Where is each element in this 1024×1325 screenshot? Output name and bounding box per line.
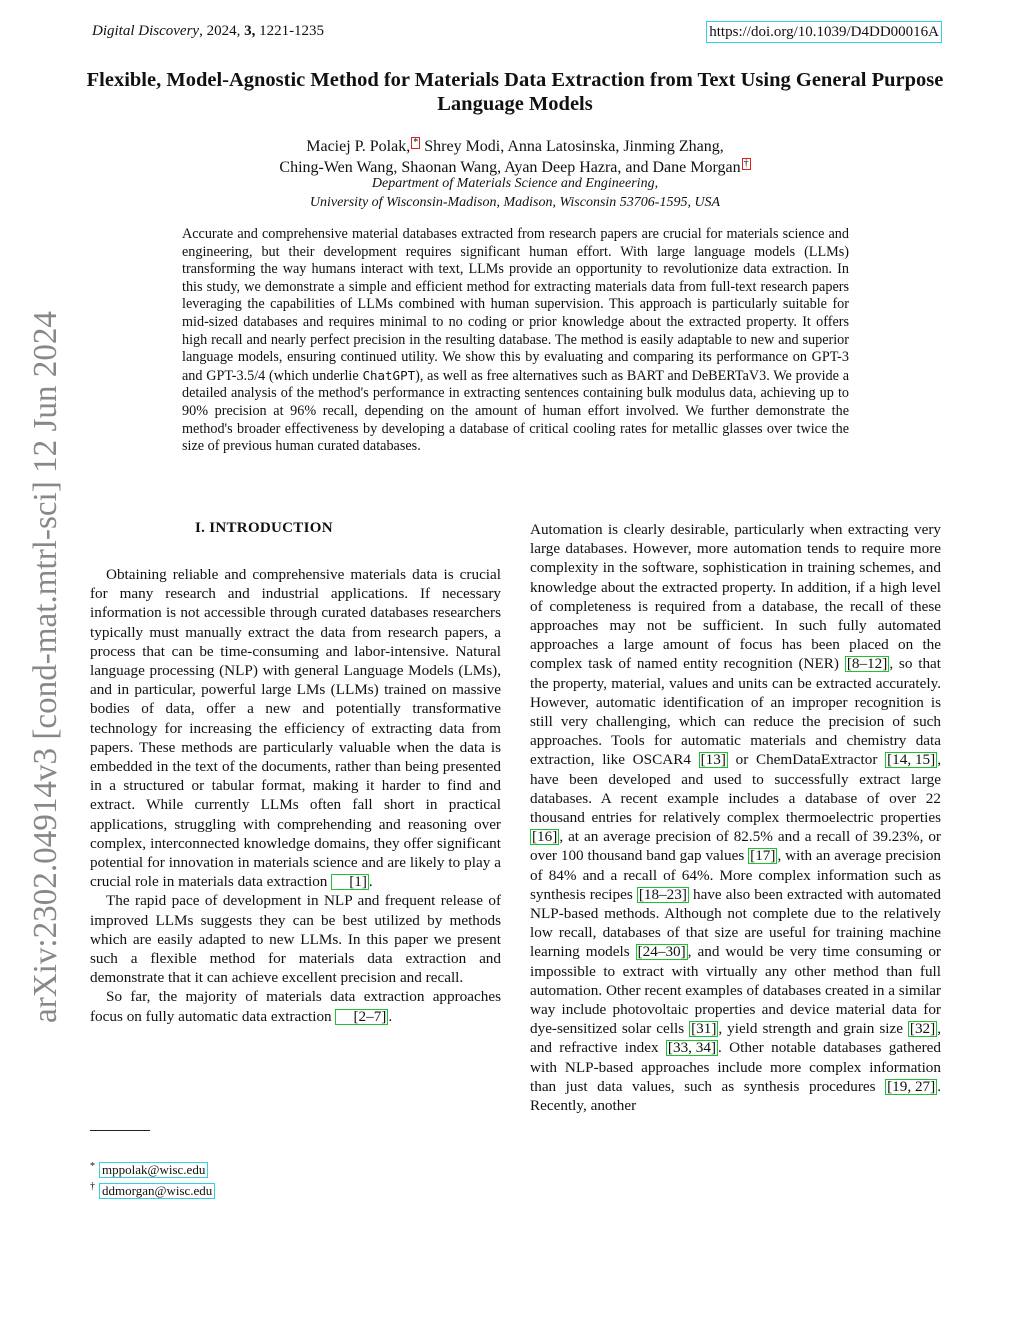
paragraph: The rapid pace of development in NLP and frequent release of improved LLMs suggests they can be best utilized by methods which are easily adapted to new LLMs. In this paper we present such a flexible method for materials data extraction and demonstrate that it can achieve excellent precision and recall.: [90, 892, 501, 987]
abstract: [182, 226, 849, 456]
email-link-polak[interactable]: mppolak@wisc.edu: [99, 1162, 208, 1178]
citation-link[interactable]: [1]: [331, 874, 369, 890]
footnotes: [90, 1158, 215, 1199]
abstract-text-2: ), as well as free alternatives such as BART and DeBERTaV3. We provide a detailed analysis of the method's performance in extracting sentences containing bulk modulus data, achieving up to 90% precision at 96% recall, depending on the amount of human effort involved. We further demonstrate the method's broader effectiveness by developing a database of critical cooling rates for metallic glasses over twice the size of previous human curated databases.: [182, 367, 849, 455]
arxiv-stamp: [12, 303, 72, 1023]
left-column: [90, 565, 501, 1026]
paragraph-text: Automation is clearly desirable, particularly when extracting very large databases. However, more automation tends to require more complexity in the software, sophistication in training schemes, and knowledge about the extracted property. In addition, if a high level of completeness is required from a database, the recall of these approaches may not be sufficient. In such fully automated approaches a large amount of focus has been placed on the complex task of named entity recognition (NER): [530, 521, 941, 673]
paper-title: Flexible, Model-Agnostic Method for Materials Data Extraction from Text Using General Purpose Language Models: [86, 69, 944, 115]
journal-name: Digital Discovery: [92, 23, 200, 39]
paragraph-text: , so that the property, material, values and units can be extracted accurately. However, automatic identification of an improper recognition is still very challenging, which can reduce the precision of such approaches. Tools for automatic materials and chemistry data extraction, like OSCAR4: [530, 655, 942, 769]
footnote-symbol: †: [90, 1181, 95, 1193]
citation-link[interactable]: [31]: [691, 1020, 717, 1038]
author-polak: Maciej P. Polak,: [306, 138, 411, 155]
paragraph-text: .: [388, 1007, 393, 1025]
citation-link[interactable]: [16]: [532, 828, 558, 846]
email-link-morgan[interactable]: ddmorgan@wisc.edu: [99, 1183, 215, 1199]
arxiv-id-text: arXiv:2302.04914v3 [cond-mat.mtrl-sci] 12 Jun 2024: [27, 303, 64, 1023]
author-list-mid: Shrey Modi, Anna Latosinska, Jinming Zhang,: [420, 138, 724, 155]
footnote-dagger: [90, 1178, 215, 1198]
footnote-star: [90, 1158, 215, 1178]
author-list-line2: Ching-Wen Wang, Shaonan Wang, Ayan Deep Hazra, and Dane Morgan: [279, 159, 741, 176]
paragraph-text: .: [368, 873, 373, 891]
paragraph-text: . Recently, another: [530, 1077, 941, 1115]
paragraph-text: So far, the majority of materials data extraction approaches focus on fully automatic data extraction: [90, 988, 501, 1025]
section-heading-introduction: I. INTRODUCTION: [195, 520, 333, 536]
paragraph-text: . Other notable databases gathered with NLP-based approaches include more complex information than just data values, such as synthesis procedures: [530, 1039, 941, 1095]
paragraph-text: , with an average precision of 84% and a recall of 64%. More complex information such as synthesis recipes: [530, 847, 942, 903]
citation-link[interactable]: [24–30]: [637, 943, 686, 961]
paragraph-text: , and would be very time consuming or impossible to extract with virtually any other method than full automation. Other recent examples of databases created in a similar way include photovoltaic properties and device material data for dye-sensitized solar cells: [530, 943, 941, 1038]
citation-link[interactable]: [18–23]: [638, 885, 687, 903]
paragraph-text: , at an average precision of 82.5% and a recall of 39.23%, or over 100 thousand band gap values: [530, 828, 941, 865]
journal-volume: 3,: [244, 23, 256, 39]
citation-link[interactable]: [17]: [750, 847, 776, 865]
citation-link[interactable]: [32]: [909, 1020, 936, 1038]
footnote-divider: [90, 1130, 150, 1131]
paragraph-text: , have been developed and used to successfully extract large databases. A recent example includes a database of over 22 thousand entries for relatively complex thermoelectric properties: [530, 751, 941, 827]
footnote-link-star[interactable]: *: [413, 136, 419, 148]
right-column: [530, 520, 941, 1115]
paragraph-text: or ChemDataExtractor: [727, 751, 886, 769]
abstract-text-1: Accurate and comprehensive material databases extracted from research papers are crucial for materials science and engineering, but their development requires significant human effort. With large language models (LLMs) transforming the way humans interact with text, LLMs provide an opportunity to revolutionize data extraction. In this study, we demonstrate a simple and efficient method for extracting materials data from full-text research papers leveraging the capabilities of LLMs combined with human supervision. This approach is particularly suitable for mid-sized databases and requires minimal to no coding or prior knowledge about the extracted property. It offers high recall and nearly perfect precision in the resulting database. The method is easily adaptable to new and superior language models, ensuring continued utility. We show this by evaluating and comparing its performance on GPT-3 and GPT-3.5/4 (which underlie: [182, 226, 849, 384]
paragraph-text: Obtaining reliable and comprehensive materials data is crucial for many research and industrial applications. If necessary information is not accessible through curated databases researchers typically must manually extract the data from research papers, a process that can be time-consuming and labor-intensive. Natural language processing (NLP) with general Language Models (LMs), and in particular, powerful large LMs (LLMs) trained on massive bodies of data, offer a new and potentially transformative technology for increasing the efficiency of extracting data from papers. These methods are particularly valuable when the data is embedded in the text of the documents, rather than being presented in a structured or tabular format, making it harder to find and extract. While currently LLMs often fall short in practical applications, struggling with comprehending and reasoning over complex, interconnected knowledge domains, they offer significant potential for innovation in materials science and are likely to play a crucial role in materials data extraction: [90, 566, 501, 891]
journal-year: , 2024,: [199, 23, 245, 39]
footnote-link-dagger[interactable]: †: [743, 157, 749, 169]
author-list: [150, 136, 880, 178]
paragraph-text: , and refractive index: [530, 1020, 942, 1057]
paragraph-text: have also been extracted with automated NLP-based methods. Although not complete due to the relatively low recall, databases of that size are useful for training machine learning models: [530, 885, 941, 961]
journal-pages: 1221-1235: [255, 23, 325, 39]
affiliation: [150, 175, 880, 212]
paragraph-text: , yield strength and grain size: [718, 1020, 908, 1038]
paragraph: [90, 987, 501, 1025]
footnote-symbol: *: [90, 1161, 95, 1172]
citation-link[interactable]: [13]: [700, 751, 726, 769]
journal-citation: [92, 23, 324, 40]
affiliation-line2: University of Wisconsin-Madison, Madison, Wisconsin 53706-1595, USA: [309, 194, 721, 210]
citation-link[interactable]: [8–12]: [846, 655, 888, 673]
citation-link[interactable]: [2–7]: [335, 1009, 388, 1025]
affiliation-line1: Department of Materials Science and Engineering,: [371, 176, 659, 191]
doi-link[interactable]: https://doi.org/10.1039/D4DD00016A: [706, 21, 942, 43]
citation-link[interactable]: [19, 27]: [887, 1077, 936, 1095]
citation-link[interactable]: [33, 34]: [667, 1039, 717, 1057]
paragraph: [90, 565, 501, 891]
paragraph: [530, 520, 941, 1115]
citation-link[interactable]: [14, 15]: [887, 751, 936, 769]
chatgpt-mono: ChatGPT: [362, 367, 416, 383]
